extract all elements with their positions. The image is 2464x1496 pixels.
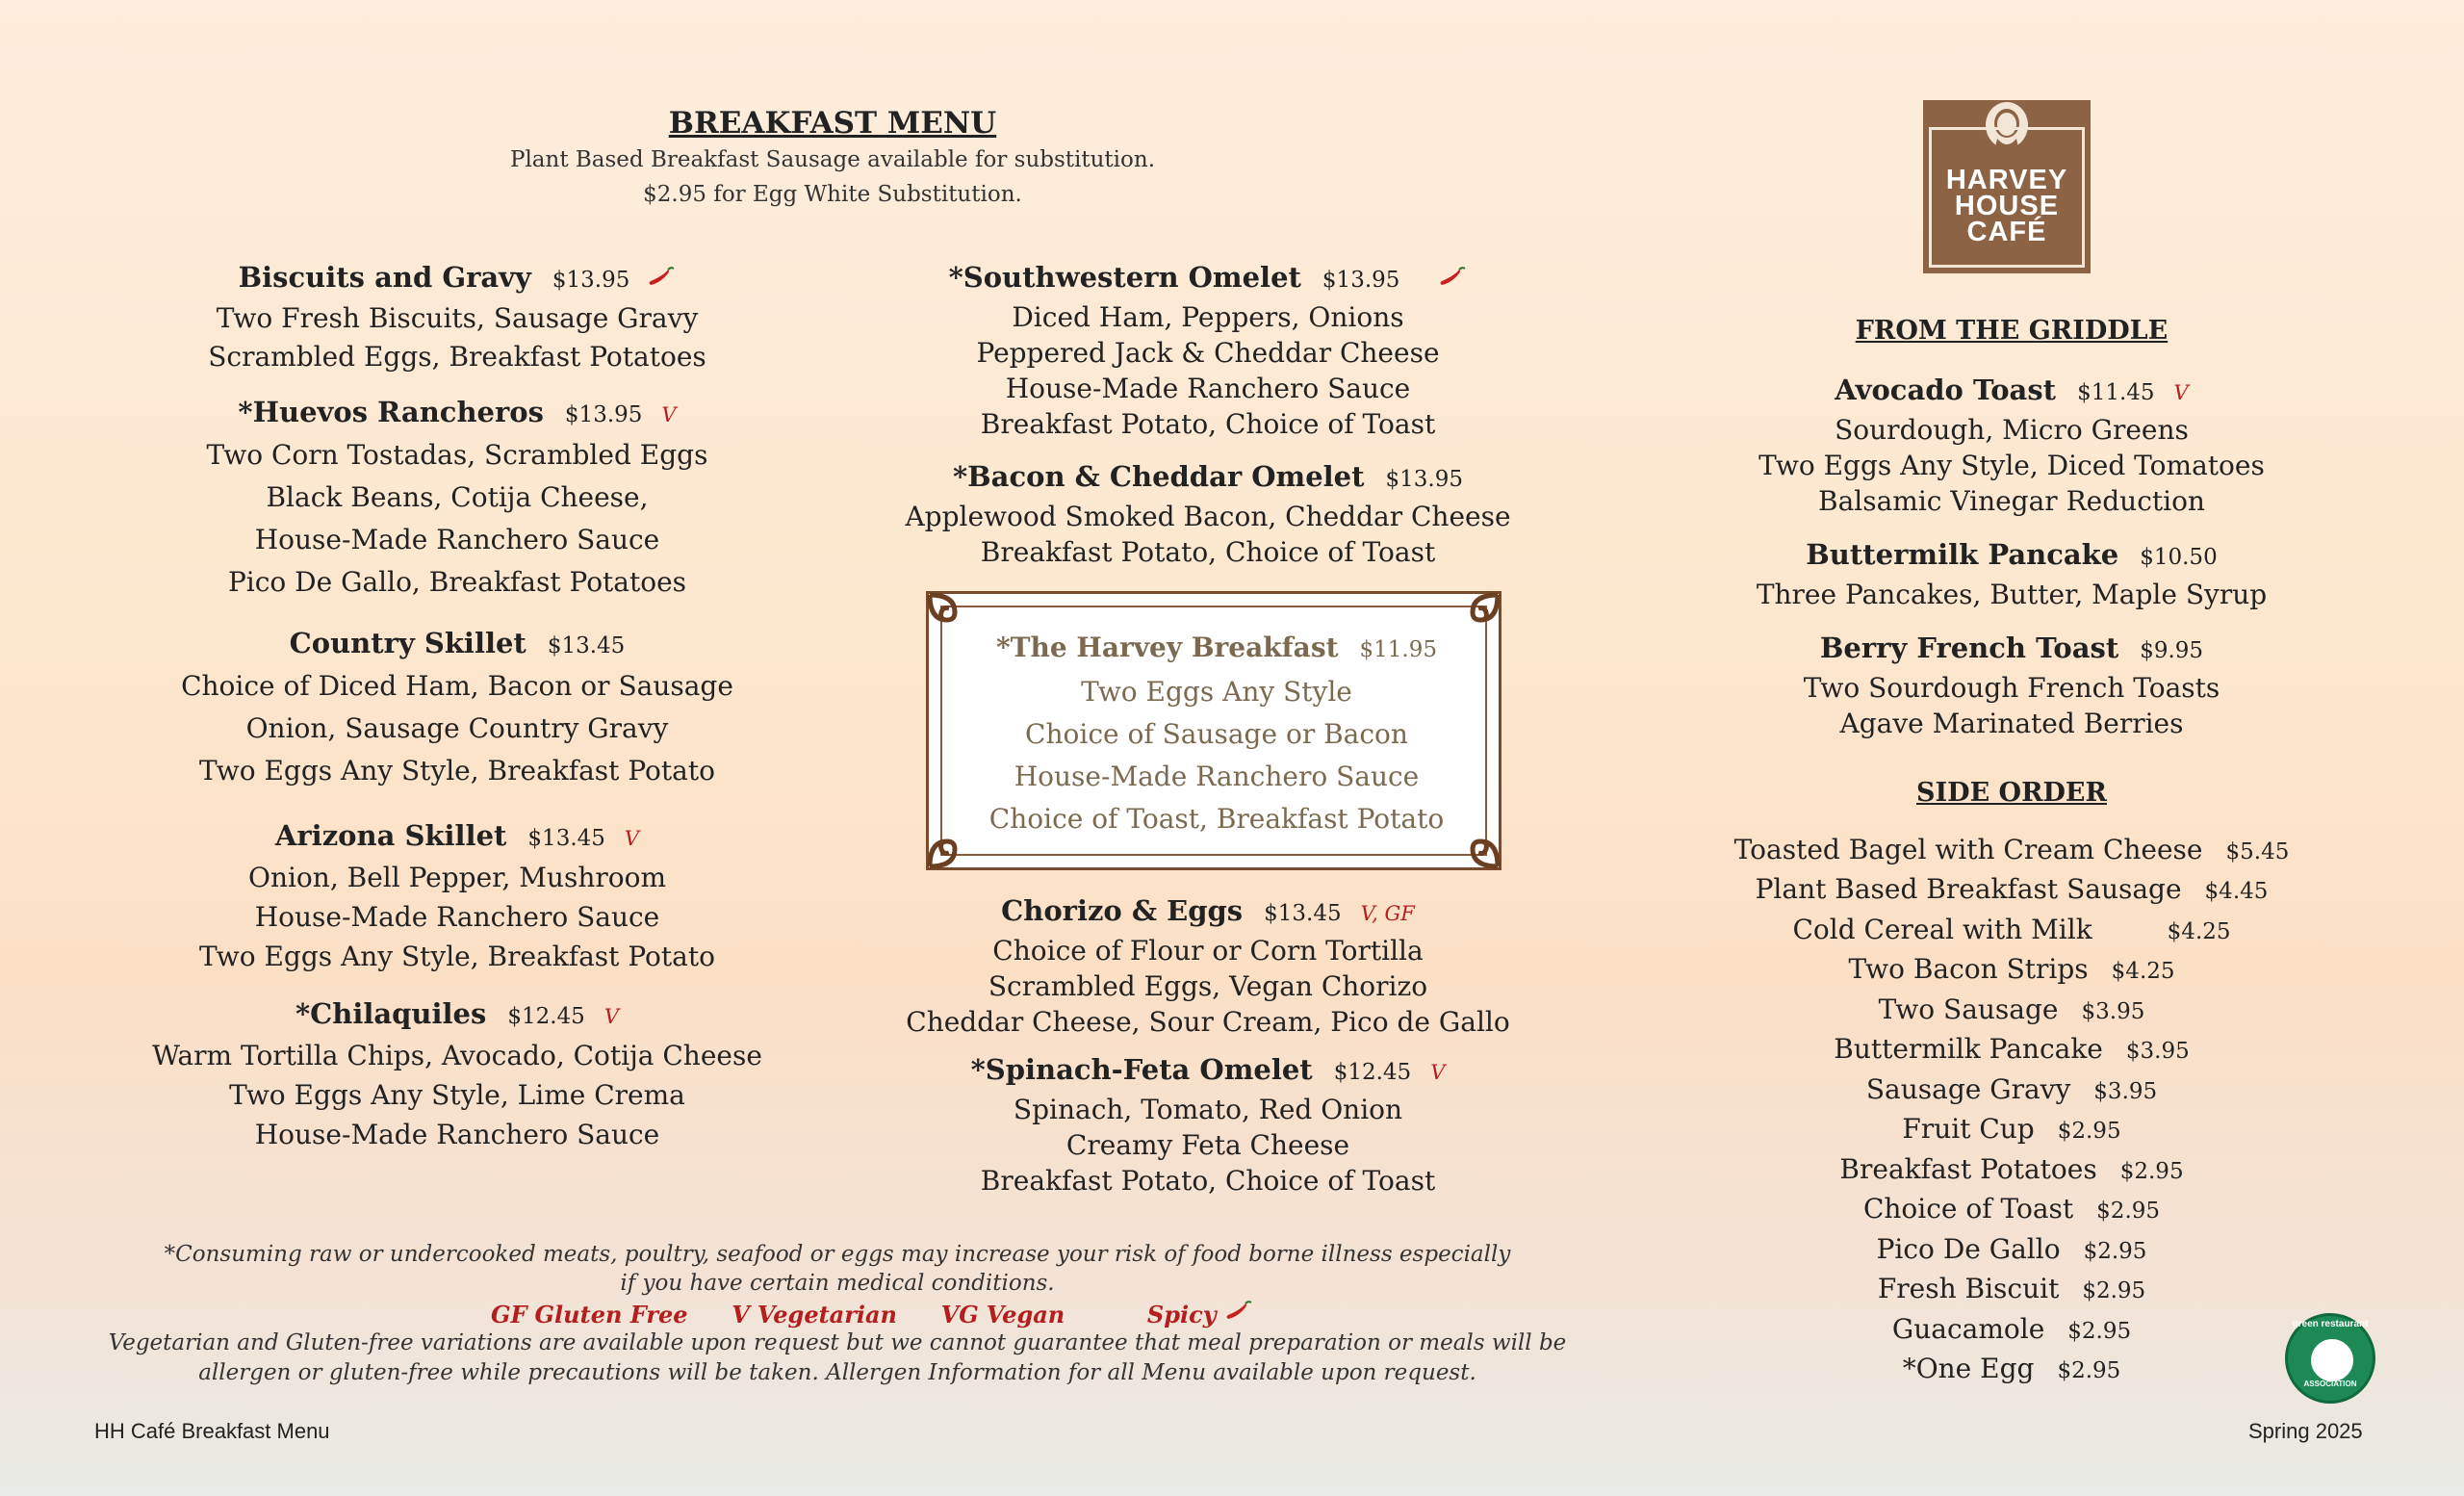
featured-harvey-breakfast-box bbox=[926, 591, 1502, 870]
side-item-name: Toasted Bagel with Cream Cheese bbox=[1733, 834, 2203, 865]
menu-title: BREAKFAST MENU bbox=[668, 106, 997, 141]
item-price: $12.45 bbox=[507, 1004, 585, 1029]
item-description: Choice of Flour or Corn Tortilla bbox=[992, 935, 1424, 967]
item-name: Buttermilk Pancake bbox=[1806, 538, 2119, 571]
side-item-price: $2.95 bbox=[2082, 1278, 2146, 1303]
item-name: Berry French Toast bbox=[1819, 632, 2119, 664]
item-name: *The Harvey Breakfast bbox=[996, 632, 1339, 663]
side-item bbox=[1675, 1233, 2348, 1265]
item-price: $9.95 bbox=[2140, 638, 2204, 663]
item-description: Diced Ham, Peppers, Onions bbox=[1012, 301, 1404, 333]
dietary-legend bbox=[491, 1300, 1282, 1328]
item-price: $12.45 bbox=[1333, 1060, 1412, 1085]
item-description: Balsamic Vinegar Reduction bbox=[1818, 485, 2205, 517]
item-price: $13.95 bbox=[564, 402, 643, 427]
item-price: $13.95 bbox=[1385, 467, 1463, 492]
item-description: Choice of Diced Ham, Bacon or Sausage bbox=[181, 670, 733, 702]
footer-left: HH Café Breakfast Menu bbox=[94, 1419, 330, 1443]
side-item bbox=[1675, 1113, 2348, 1145]
item-description: Breakfast Potato, Choice of Toast bbox=[980, 1165, 1436, 1197]
side-item bbox=[1675, 1033, 2348, 1065]
item-description: Two Eggs Any Style bbox=[1081, 676, 1352, 708]
item-description: Pico De Gallo, Breakfast Potatoes bbox=[227, 566, 687, 598]
menu-item-chorizo-eggs bbox=[886, 891, 1530, 1040]
legend-vegan: VG Vegan bbox=[940, 1301, 1065, 1328]
item-description: Scrambled Eggs, Vegan Chorizo bbox=[988, 970, 1428, 1002]
item-name: *Southwestern Omelet bbox=[948, 261, 1301, 294]
menu-item-arizona-skillet bbox=[135, 816, 780, 976]
side-item-name: Two Sausage bbox=[1878, 993, 2059, 1025]
footer-right: Spring 2025 bbox=[2248, 1419, 2363, 1443]
side-item bbox=[1675, 873, 2348, 905]
item-description: Choice of Sausage or Bacon bbox=[1025, 718, 1408, 750]
item-description: Three Pancakes, Butter, Maple Syrup bbox=[1756, 579, 2268, 610]
badge-top-text: green restaurant bbox=[2292, 1319, 2369, 1329]
chili-pepper-icon bbox=[1438, 260, 1467, 298]
side-item-price: $3.95 bbox=[2081, 999, 2145, 1024]
menu-item-bacon-cheddar-omelet bbox=[886, 457, 1530, 570]
featured-item-text bbox=[929, 627, 1504, 840]
egg-white-note: $2.95 for Egg White Substitution. bbox=[643, 182, 1022, 207]
side-item-price: $4.25 bbox=[2167, 919, 2231, 944]
item-price: $13.45 bbox=[1264, 901, 1342, 926]
item-description: Two Eggs Any Style, Breakfast Potato bbox=[199, 755, 715, 787]
dietary-tag: V bbox=[1430, 1061, 1446, 1084]
item-price: $13.45 bbox=[547, 633, 626, 658]
side-item-name: Two Bacon Strips bbox=[1848, 953, 2089, 985]
item-price: $13.95 bbox=[552, 268, 630, 293]
side-item bbox=[1675, 834, 2348, 865]
item-description: Two Eggs Any Style, Breakfast Potato bbox=[199, 941, 715, 972]
item-name: *Spinach-Feta Omelet bbox=[970, 1053, 1313, 1086]
item-description: Cheddar Cheese, Sour Cream, Pico de Gallo bbox=[906, 1006, 1510, 1038]
substitution-note: Plant Based Breakfast Sausage available for substitution. bbox=[509, 147, 1156, 172]
item-price: $11.95 bbox=[1359, 637, 1437, 662]
logo-text: HARVEY HOUSE CAFÉ bbox=[1945, 165, 2068, 247]
side-item-name: Guacamole bbox=[1891, 1313, 2045, 1345]
side-item bbox=[1675, 1193, 2348, 1225]
item-description: House-Made Ranchero Sauce bbox=[254, 524, 660, 555]
dietary-tag: V bbox=[2173, 381, 2189, 404]
item-description: Two Corn Tostadas, Scrambled Eggs bbox=[206, 439, 708, 471]
badge-bottom-text: ASSOCIATION bbox=[2303, 1380, 2357, 1388]
item-description: Breakfast Potato, Choice of Toast bbox=[980, 536, 1436, 568]
green-restaurant-association-badge bbox=[2285, 1313, 2375, 1404]
item-name: Arizona Skillet bbox=[274, 819, 507, 852]
legend-vegetarian: V Vegetarian bbox=[732, 1301, 897, 1328]
item-price: $13.95 bbox=[1322, 268, 1400, 293]
menu-item-spinach-feta-omelet bbox=[886, 1050, 1530, 1199]
item-description: Choice of Toast, Breakfast Potato bbox=[988, 803, 1445, 835]
menu-item-huevos-rancheros bbox=[135, 393, 780, 604]
side-item bbox=[1675, 953, 2348, 985]
side-item-name: Buttermilk Pancake bbox=[1834, 1033, 2103, 1065]
side-item-price: $2.95 bbox=[2083, 1239, 2147, 1264]
side-item-price: $2.95 bbox=[2096, 1199, 2161, 1224]
dietary-tag: V, GF bbox=[1360, 902, 1415, 925]
item-description: House-Made Ranchero Sauce bbox=[1014, 761, 1420, 792]
item-description: Scrambled Eggs, Breakfast Potatoes bbox=[208, 341, 706, 373]
chili-pepper-icon bbox=[1224, 1300, 1253, 1323]
side-item bbox=[1675, 993, 2348, 1025]
item-description: House-Made Ranchero Sauce bbox=[254, 1119, 660, 1150]
item-description: Agave Marinated Berries bbox=[1839, 708, 2184, 739]
side-item-name: Fresh Biscuit bbox=[1877, 1273, 2060, 1304]
dietary-tag: V bbox=[603, 1005, 619, 1028]
side-item-name: Breakfast Potatoes bbox=[1839, 1153, 2097, 1185]
item-description: House-Made Ranchero Sauce bbox=[254, 901, 660, 933]
side-item-name: Pico De Gallo bbox=[1876, 1233, 2061, 1265]
side-item-price: $3.95 bbox=[2093, 1079, 2158, 1104]
item-description: Onion, Sausage Country Gravy bbox=[245, 712, 669, 744]
item-description: Peppered Jack & Cheddar Cheese bbox=[976, 337, 1440, 369]
item-name: *Huevos Rancheros bbox=[238, 396, 544, 428]
menu-item-southwestern-omelet bbox=[886, 258, 1530, 442]
side-item-name: Cold Cereal with Milk bbox=[1792, 914, 2092, 945]
item-name: *Chilaquiles bbox=[295, 997, 487, 1030]
side-item-price: $2.95 bbox=[2057, 1119, 2121, 1144]
side-item-price: $5.45 bbox=[2225, 839, 2290, 864]
side-item-name: *One Egg bbox=[1902, 1353, 2035, 1384]
item-description: Onion, Bell Pepper, Mushroom bbox=[247, 862, 667, 893]
dietary-tag: V bbox=[624, 827, 640, 850]
food-safety-disclaimer-cont: if you have certain medical conditions. bbox=[620, 1271, 1055, 1296]
chili-pepper-icon bbox=[647, 260, 676, 298]
item-description: Applewood Smoked Bacon, Cheddar Cheese bbox=[905, 501, 1511, 532]
side-item-name: Fruit Cup bbox=[1902, 1113, 2035, 1145]
side-item bbox=[1675, 1353, 2348, 1384]
item-description: Two Eggs Any Style, Lime Crema bbox=[229, 1079, 685, 1111]
side-item-price: $4.45 bbox=[2204, 879, 2269, 904]
griddle-section-title: FROM THE GRIDDLE bbox=[1855, 316, 2169, 346]
side-item bbox=[1675, 1153, 2348, 1185]
item-description: Two Sourdough French Toasts bbox=[1803, 672, 2220, 704]
item-description: Breakfast Potato, Choice of Toast bbox=[980, 408, 1436, 440]
legend-gluten-free: GF Gluten Free bbox=[491, 1301, 688, 1328]
side-order-section-title: SIDE ORDER bbox=[1916, 778, 2107, 808]
item-description: Two Eggs Any Style, Diced Tomatoes bbox=[1758, 450, 2265, 481]
food-safety-disclaimer: *Consuming raw or undercooked meats, poultry, seafood or eggs may increase your risk of food borne illness especially bbox=[164, 1242, 1511, 1267]
item-name: Avocado Toast bbox=[1835, 374, 2057, 406]
item-description: Creamy Feta Cheese bbox=[1065, 1129, 1350, 1161]
menu-item-buttermilk-pancake bbox=[1723, 535, 2300, 612]
item-description: Warm Tortilla Chips, Avocado, Cotija Cheese bbox=[152, 1040, 762, 1071]
harvey-house-cafe-logo bbox=[1923, 100, 2091, 273]
side-item bbox=[1675, 1073, 2348, 1105]
item-price: $11.45 bbox=[2077, 380, 2155, 405]
side-item-price: $3.95 bbox=[2125, 1039, 2190, 1064]
menu-item-biscuits-and-gravy bbox=[135, 258, 780, 376]
allergen-disclaimer-cont: allergen or gluten-free while precautions will be taken. Allergen Information for all Menu available upon request. bbox=[198, 1360, 1476, 1385]
side-item bbox=[1675, 1273, 2348, 1304]
legend-spicy: Spicy bbox=[1147, 1302, 1253, 1328]
side-item-price: $2.95 bbox=[2067, 1319, 2132, 1344]
globe-icon bbox=[2309, 1337, 2355, 1383]
side-item bbox=[1675, 1313, 2348, 1345]
side-item bbox=[1675, 914, 2348, 945]
menu-item-berry-french-toast bbox=[1723, 629, 2300, 741]
side-item-name: Sausage Gravy bbox=[1865, 1073, 2071, 1105]
item-name: Country Skillet bbox=[289, 627, 526, 659]
item-price: $10.50 bbox=[2140, 545, 2218, 570]
allergen-disclaimer: Vegetarian and Gluten-free variations are available upon request but we cannot guarantee that meal preparation or meals will be bbox=[108, 1330, 1567, 1355]
menu-item-avocado-toast bbox=[1723, 371, 2300, 519]
item-name: Chorizo & Eggs bbox=[1001, 894, 1244, 927]
item-price: $13.45 bbox=[527, 826, 605, 851]
side-item-name: Choice of Toast bbox=[1862, 1193, 2074, 1225]
item-description: House-Made Ranchero Sauce bbox=[1005, 373, 1411, 404]
item-name: Biscuits and Gravy bbox=[238, 261, 531, 294]
side-item-price: $4.25 bbox=[2111, 959, 2175, 984]
side-item-price: $2.95 bbox=[2119, 1159, 2184, 1184]
dietary-tag: V bbox=[661, 403, 677, 426]
side-item-price: $2.95 bbox=[2057, 1358, 2121, 1383]
side-item-name: Plant Based Breakfast Sausage bbox=[1755, 873, 2182, 905]
item-description: Two Fresh Biscuits, Sausage Gravy bbox=[216, 302, 699, 334]
menu-item-country-skillet bbox=[135, 624, 780, 792]
item-name: *Bacon & Cheddar Omelet bbox=[952, 460, 1365, 493]
item-description: Black Beans, Cotija Cheese, bbox=[266, 481, 649, 513]
item-description: Sourdough, Micro Greens bbox=[1835, 414, 2189, 446]
item-description: Spinach, Tomato, Red Onion bbox=[1013, 1094, 1403, 1125]
menu-item-chilaquiles bbox=[135, 994, 780, 1154]
